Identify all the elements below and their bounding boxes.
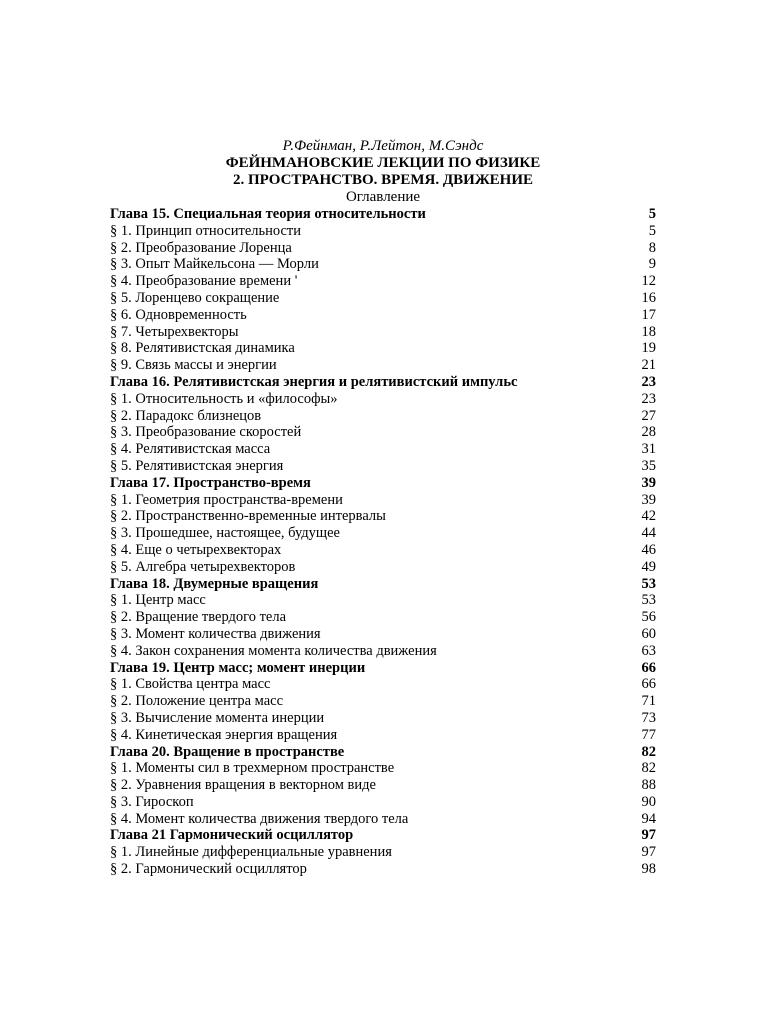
document-header [110,138,656,206]
toc-entry-title: § 5. Релятивистская энергия [110,457,284,474]
toc-entry-title: § 3. Момент количества движения [110,625,321,642]
toc-entry-title: § 9. Связь массы и энергии [110,357,277,374]
toc-entry-page: 39 [641,491,656,508]
toc-section-row [110,794,656,811]
toc-entry-title: § 5. Лоренцево сокращение [110,289,280,306]
toc-entry-title: Глава 17. Пространство-время [110,474,311,491]
toc-section-row [110,760,656,777]
toc-entry-title: § 1. Геометрия пространства-времени [110,491,343,508]
toc-section-row [110,525,656,542]
toc-section-row [110,458,656,475]
toc-entry-title: § 2. Преобразование Лоренца [110,239,292,256]
toc-entry-title: § 2. Положение центра масс [110,693,284,710]
toc-entry-page: 49 [641,558,656,575]
toc-entry-page: 88 [641,777,656,794]
toc-section-row [110,307,656,324]
toc-entry-title: § 2. Уравнения вращения в векторном виде [110,777,376,794]
toc-section-row [110,492,656,509]
toc-section-row [110,340,656,357]
toc-entry-title: § 1. Относительность и «философы» [110,390,338,407]
toc-entry-page: 66 [641,676,656,693]
toc-entry-page: 5 [648,206,656,222]
toc-entry-page: 23 [641,373,656,390]
toc-entry-page: 23 [641,390,656,407]
toc-section-row [110,861,656,878]
toc-entry-page: 71 [641,693,656,710]
toc-entry-page: 12 [641,273,656,290]
toc-entry-title: § 4. Закон сохранения момента количества движения [110,642,437,659]
toc-section-row [110,811,656,828]
toc-entry-page: 35 [641,457,656,474]
toc-entry-page: 97 [641,827,656,844]
toc-section-row [110,290,656,307]
toc-entry-title: § 2. Вращение твердого тела [110,609,287,626]
toc-entry-title: § 8. Релятивистская динамика [110,340,295,357]
toc-entry-title: Глава 16. Релятивистская энергия и релятивистский импульс [110,373,518,390]
toc-entry-title: Глава 15. Специальная теория относительности [110,206,426,222]
toc-entry-title: § 3. Преобразование скоростей [110,424,302,441]
toc-entry-page: 18 [641,323,656,340]
volume-title: 2. ПРОСТРАНСТВО. ВРЕМЯ. ДВИЖЕНИЕ [232,172,533,188]
toc-entry-title: Глава 19. Центр масс; момент инерции [110,659,366,676]
toc-entry-page: 82 [641,760,656,777]
toc-chapter-row [110,827,656,844]
toc-entry-page: 28 [641,424,656,441]
toc-entry-page: 44 [641,525,656,542]
toc-chapter-row [110,744,656,761]
toc-section-row [110,542,656,559]
toc-section-row [110,643,656,660]
document-page [110,138,656,878]
toc-entry-page: 77 [641,726,656,743]
toc-heading: Оглавление [345,189,421,205]
toc-entry-title: § 4. Релятивистская масса [110,441,271,458]
toc-entry-title: § 5. Алгебра четырехвекторов [110,558,296,575]
toc-section-row [110,223,656,240]
toc-chapter-row [110,475,656,492]
toc-section-row [110,676,656,693]
toc-chapter-row [110,576,656,593]
toc-section-row [110,357,656,374]
toc-section-row [110,609,656,626]
toc-entry-title: Глава 18. Двумерные вращения [110,575,319,592]
toc-entry-page: 39 [641,474,656,491]
toc-entry-title: § 4. Преобразование времени ' [110,273,298,290]
toc-section-row [110,777,656,794]
toc-entry-page: 46 [641,541,656,558]
toc-entry-title: § 7. Четырехвекторы [110,323,239,340]
toc-chapter-row [110,206,656,223]
toc-section-row [110,592,656,609]
toc-entry-page: 8 [648,239,656,256]
toc-chapter-row [110,374,656,391]
toc-section-row [110,240,656,257]
toc-chapter-row [110,660,656,677]
toc-section-row [110,693,656,710]
toc-entry-title: § 1. Моменты сил в трехмерном пространстве [110,760,395,777]
toc-section-row [110,710,656,727]
toc-entry-title: § 3. Гироскоп [110,793,194,810]
toc-entry-page: 42 [641,508,656,525]
toc-entry-page: 9 [648,256,656,273]
toc-entry-title: § 4. Еще о четырехвекторах [110,541,282,558]
toc-section-row [110,626,656,643]
toc-section-row [110,559,656,576]
toc-entry-page: 5 [648,222,656,239]
toc-section-row [110,391,656,408]
toc-section-row [110,844,656,861]
toc-entry-title: Глава 21 Гармонический осциллятор [110,827,354,844]
toc-entry-page: 90 [641,793,656,810]
toc-entry-title: § 1. Линейные дифференциальные уравнения [110,844,392,861]
toc-entry-title: § 3. Опыт Майкельсона — Морли [110,256,319,273]
toc-entry-page: 73 [641,709,656,726]
toc-entry-page: 94 [641,810,656,827]
toc-entry-title: § 1. Свойства центра масс [110,676,271,693]
toc-entry-page: 60 [641,625,656,642]
toc-section-row [110,727,656,744]
toc-section-row [110,441,656,458]
toc-entry-title: § 1. Принцип относительности [110,222,302,239]
toc-entry-page: 56 [641,609,656,626]
toc-entry-page: 53 [641,575,656,592]
toc-section-row [110,324,656,341]
authors-line: Р.Фейнман, Р.Лейтон, М.Сэндс [282,138,484,154]
toc-section-row [110,256,656,273]
toc-entry-page: 16 [641,289,656,306]
toc-entry-title: § 4. Кинетическая энергия вращения [110,726,338,743]
toc-entry-title: § 1. Центр масс [110,592,206,609]
toc-entry-page: 82 [641,743,656,760]
toc-section-row [110,408,656,425]
toc-entry-page: 21 [641,357,656,374]
toc-entry-page: 27 [641,407,656,424]
toc-entry-title: § 2. Пространственно-временные интервалы [110,508,386,525]
toc-entry-title: § 4. Момент количества движения твердого тела [110,810,409,827]
toc-entry-page: 66 [641,659,656,676]
toc-entry-page: 31 [641,441,656,458]
toc-entry-title: § 2. Парадокс близнецов [110,407,262,424]
toc-entry-page: 53 [641,592,656,609]
table-of-contents [110,206,656,878]
book-title: ФЕЙНМАНОВСКИЕ ЛЕКЦИИ ПО ФИЗИКЕ [225,155,541,171]
toc-entry-title: § 2. Гармонический осциллятор [110,861,307,878]
toc-entry-page: 98 [641,861,656,878]
toc-entry-page: 17 [641,306,656,323]
toc-entry-title: § 6. Одновременность [110,306,247,323]
toc-entry-title: Глава 20. Вращение в пространстве [110,743,345,760]
toc-entry-page: 63 [641,642,656,659]
toc-section-row [110,273,656,290]
toc-entry-page: 97 [641,844,656,861]
toc-entry-title: § 3. Прошедшее, настоящее, будущее [110,525,340,542]
toc-section-row [110,508,656,525]
toc-entry-title: § 3. Вычисление момента инерции [110,709,325,726]
toc-section-row [110,424,656,441]
toc-entry-page: 19 [641,340,656,357]
